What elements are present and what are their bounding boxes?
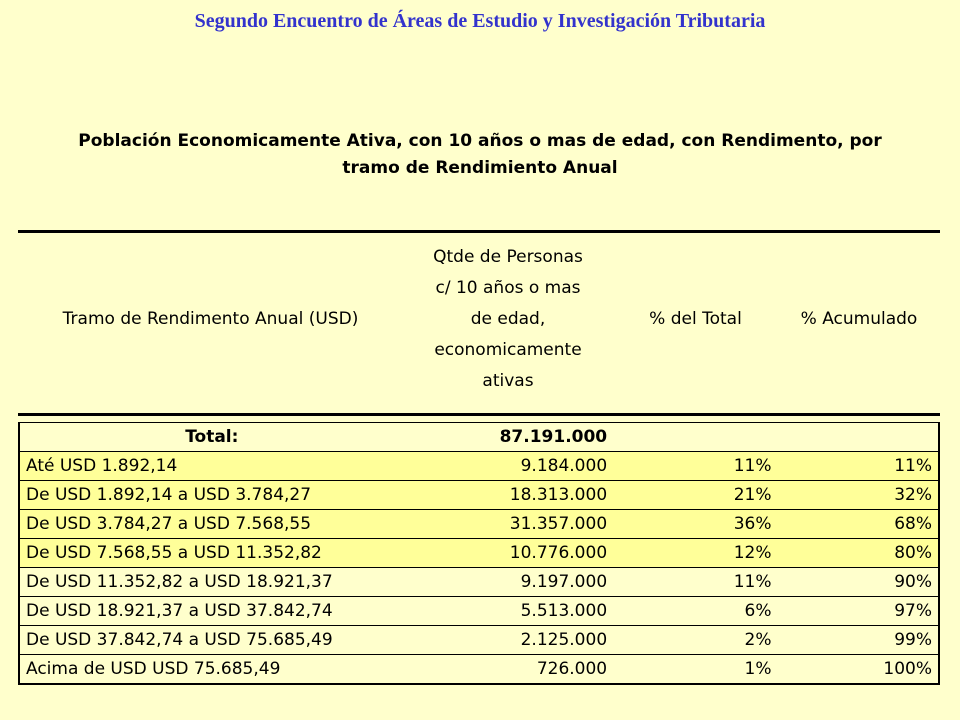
row-cum: 90% bbox=[778, 568, 939, 597]
row-pct: 1% bbox=[613, 655, 777, 684]
row-pct: 11% bbox=[613, 568, 777, 597]
table-header bbox=[18, 233, 940, 405]
row-cum: 99% bbox=[778, 626, 939, 655]
row-pct: 21% bbox=[613, 481, 777, 510]
header-income-range: Tramo de Rendimento Anual (USD) bbox=[62, 308, 359, 329]
row-count: 9.184.000 bbox=[404, 452, 614, 481]
table-title-line-1: Población Economicamente Ativa, con 10 años o mas de edad, con Rendimento, por bbox=[78, 131, 882, 151]
row-range: De USD 3.784,27 a USD 7.568,55 bbox=[19, 510, 404, 539]
row-cum: 68% bbox=[778, 510, 939, 539]
total-cum-empty bbox=[778, 423, 939, 452]
row-pct: 2% bbox=[613, 626, 777, 655]
table-row bbox=[19, 626, 939, 655]
row-cum: 11% bbox=[778, 452, 939, 481]
row-cum: 97% bbox=[778, 597, 939, 626]
row-range: De USD 7.568,55 a USD 11.352,82 bbox=[19, 539, 404, 568]
table-title bbox=[20, 128, 940, 182]
row-cum: 100% bbox=[778, 655, 939, 684]
row-range: Acima de USD USD 75.685,49 bbox=[19, 655, 404, 684]
row-range: De USD 37.842,74 a USD 75.685,49 bbox=[19, 626, 404, 655]
table-row bbox=[19, 452, 939, 481]
table-row bbox=[19, 539, 939, 568]
row-cum: 80% bbox=[778, 539, 939, 568]
row-count: 10.776.000 bbox=[404, 539, 614, 568]
header-person-count: Qtde de Personas c/ 10 años o mas de edad, economicamente ativas bbox=[433, 246, 583, 391]
total-label: Total: bbox=[19, 423, 404, 452]
row-pct: 6% bbox=[613, 597, 777, 626]
row-cum: 32% bbox=[778, 481, 939, 510]
row-pct: 11% bbox=[613, 452, 777, 481]
table-row bbox=[19, 655, 939, 684]
total-row bbox=[19, 423, 939, 452]
row-count: 726.000 bbox=[404, 655, 614, 684]
header-percent-total: % del Total bbox=[649, 308, 742, 329]
table-row bbox=[19, 481, 939, 510]
row-count: 9.197.000 bbox=[404, 568, 614, 597]
row-range: De USD 18.921,37 a USD 37.842,74 bbox=[19, 597, 404, 626]
table-row bbox=[19, 568, 939, 597]
row-count: 31.357.000 bbox=[404, 510, 614, 539]
total-count: 87.191.000 bbox=[404, 423, 614, 452]
row-count: 2.125.000 bbox=[404, 626, 614, 655]
row-count: 5.513.000 bbox=[404, 597, 614, 626]
table-row bbox=[19, 597, 939, 626]
header-rule bbox=[18, 413, 940, 416]
row-range: De USD 1.892,14 a USD 3.784,27 bbox=[19, 481, 404, 510]
table-row bbox=[19, 510, 939, 539]
row-range: De USD 11.352,82 a USD 18.921,37 bbox=[19, 568, 404, 597]
header-percent-cumulative: % Acumulado bbox=[800, 308, 918, 329]
slide-title: Segundo Encuentro de Áreas de Estudio y Investigación Tributaria bbox=[194, 10, 766, 32]
income-table bbox=[18, 422, 940, 685]
total-pct-empty bbox=[613, 423, 777, 452]
row-count: 18.313.000 bbox=[404, 481, 614, 510]
row-range: Até USD 1.892,14 bbox=[19, 452, 404, 481]
row-pct: 36% bbox=[613, 510, 777, 539]
row-pct: 12% bbox=[613, 539, 777, 568]
table-title-line-2: tramo de Rendimiento Anual bbox=[342, 158, 618, 178]
